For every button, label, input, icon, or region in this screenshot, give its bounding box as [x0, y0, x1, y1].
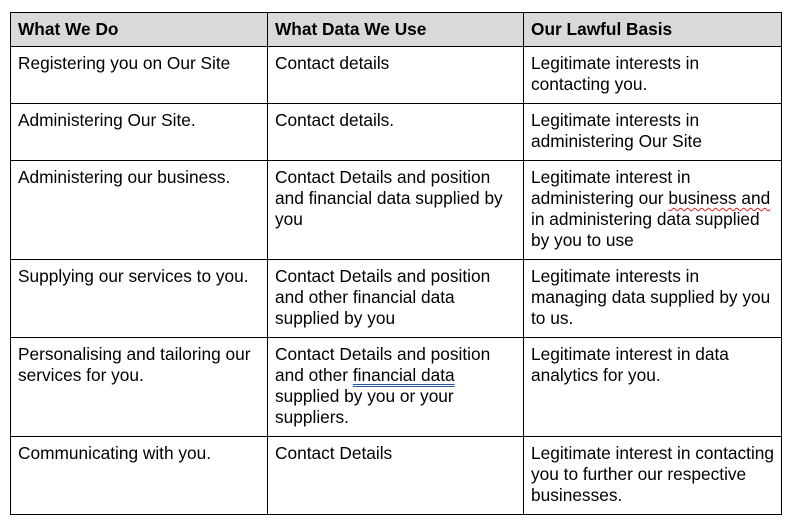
- cell-data-used: Contact Details and position and other financial data supplied by you: [268, 260, 524, 338]
- table-row: [11, 338, 782, 437]
- basis-text: Legitimate interest in administering our: [531, 167, 691, 208]
- table-row: [11, 161, 782, 260]
- cell-lawful-basis: Legitimate interest in contacting you to further our respective businesses.: [524, 437, 782, 515]
- cell-lawful-basis: Legitimate interest in data analytics for you.: [524, 338, 782, 437]
- header-what-we-do: What We Do: [11, 13, 268, 47]
- privacy-lawful-basis-table: [10, 12, 782, 515]
- basis-text: in administering data supplied by you to use: [531, 209, 760, 250]
- cell-lawful-basis: [524, 161, 782, 260]
- data-text: Contact Details and position and other: [275, 344, 491, 385]
- cell-lawful-basis: Legitimate interests in administering Our Site: [524, 104, 782, 161]
- table-row: [11, 104, 782, 161]
- cell-data-used: [268, 338, 524, 437]
- spelling-flagged-text[interactable]: business and: [668, 188, 771, 208]
- cell-what-we-do: Personalising and tailoring our services for you.: [11, 338, 268, 437]
- header-our-lawful-basis: Our Lawful Basis: [524, 13, 782, 47]
- cell-lawful-basis: Legitimate interests in contacting you.: [524, 47, 782, 104]
- table-row: [11, 260, 782, 338]
- grammar-flagged-text[interactable]: financial data: [352, 365, 455, 385]
- table-row: [11, 437, 782, 515]
- cell-what-we-do: Administering our business.: [11, 161, 268, 260]
- cell-data-used: Contact Details and position and financial data supplied by you: [268, 161, 524, 260]
- cell-what-we-do: Registering you on Our Site: [11, 47, 268, 104]
- header-row: [11, 13, 782, 47]
- cell-data-used: Contact Details: [268, 437, 524, 515]
- cell-what-we-do: Communicating with you.: [11, 437, 268, 515]
- cell-data-used: Contact details.: [268, 104, 524, 161]
- cell-lawful-basis: Legitimate interests in managing data supplied by you to us.: [524, 260, 782, 338]
- header-what-data-we-use: What Data We Use: [268, 13, 524, 47]
- table-row: [11, 47, 782, 104]
- data-text: supplied by you or your suppliers.: [275, 386, 454, 427]
- cell-data-used: Contact details: [268, 47, 524, 104]
- cell-what-we-do: Supplying our services to you.: [11, 260, 268, 338]
- cell-what-we-do: Administering Our Site.: [11, 104, 268, 161]
